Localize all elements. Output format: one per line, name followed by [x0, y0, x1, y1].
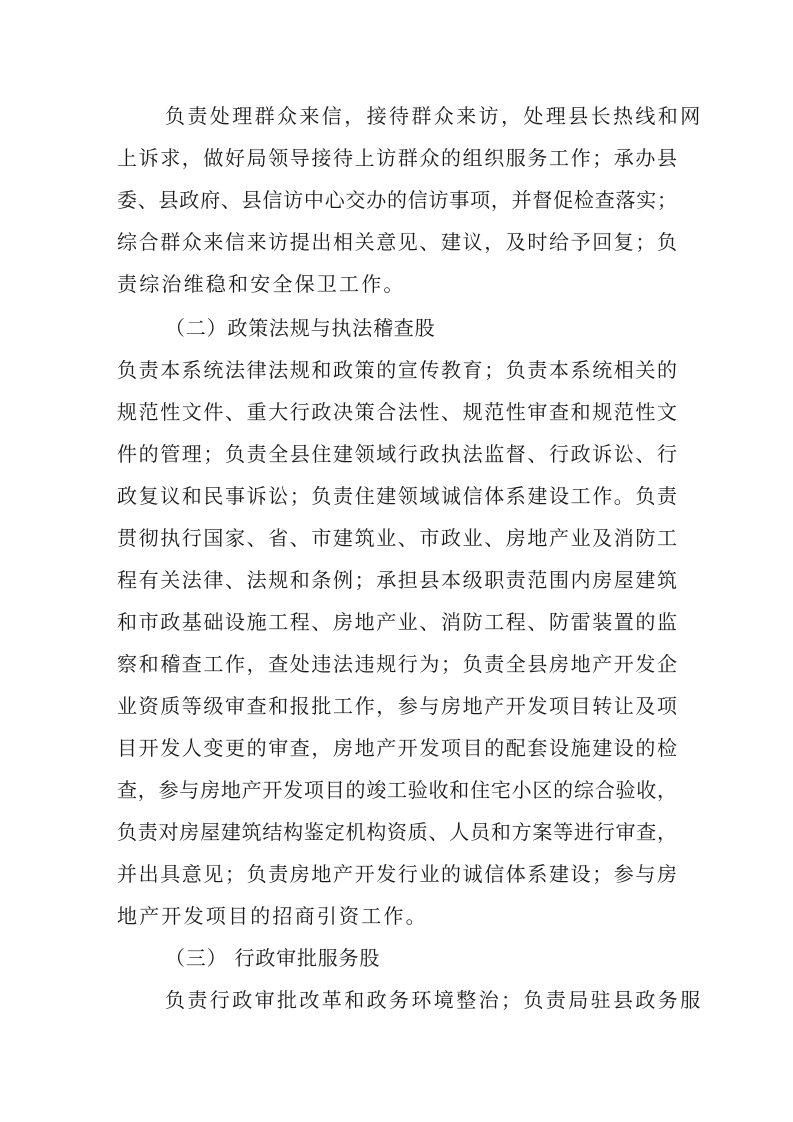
paragraph-2-line-11: 查，参与房地产开发项目的竣工验收和住宅小区的综合验收，	[117, 778, 677, 802]
paragraph-2-line-2: 规范性文件、重大行政决策合法性、规范性审查和规范性文	[117, 400, 677, 424]
paragraph-2-line-14: 地产开发项目的招商引资工作。	[117, 904, 428, 928]
paragraph-2-line-4: 政复议和民事诉讼；负责住建领域诚信体系建设工作。负责	[117, 484, 677, 508]
paragraph-1-line-1: 负责处理群众来信，接待群众来访，处理县长热线和网	[165, 104, 703, 128]
paragraph-2-line-12: 负责对房屋建筑结构鉴定机构资质、人员和方案等进行审查，	[117, 820, 677, 844]
paragraph-1-line-4: 综合群众来信来访提出相关意见、建议，及时给予回复；负	[117, 230, 677, 254]
paragraph-2-line-1: 负责本系统法律法规和政策的宣传教育；负责本系统相关的	[117, 358, 677, 382]
paragraph-2-line-7: 和市政基础设施工程、房地产业、消防工程、防雷装置的监	[117, 610, 677, 634]
paragraph-2-line-13: 并出具意见；负责房地产开发行业的诚信体系建设；参与房	[117, 862, 677, 886]
paragraph-2-line-6: 程有关法律、法规和条例；承担县本级职责范围内房屋建筑	[117, 568, 677, 592]
paragraph-2-line-3: 件的管理；负责全县住建领域行政执法监督、行政诉讼、行	[117, 442, 677, 466]
paragraph-2-line-10: 目开发人变更的审查，房地产开发项目的配套设施建设的检	[117, 736, 677, 760]
section-heading-3: （三） 行政审批服务股	[165, 946, 381, 970]
paragraph-3-line-1: 负责行政审批改革和政务环境整治；负责局驻县政务服	[165, 988, 703, 1012]
paragraph-1-line-5: 责综治维稳和安全保卫工作。	[117, 272, 406, 296]
paragraph-1-line-3: 委、县政府、县信访中心交办的信访事项，并督促检查落实；	[117, 188, 677, 212]
paragraph-2-line-9: 业资质等级审查和报批工作，参与房地产开发项目转让及项	[117, 694, 677, 718]
section-heading-2: （二）政策法规与执法稽查股	[165, 316, 436, 340]
paragraph-1-line-2: 上诉求，做好局领导接待上访群众的组织服务工作；承办县	[117, 146, 677, 170]
paragraph-2-line-5: 贯彻执行国家、省、市建筑业、市政业、房地产业及消防工	[117, 526, 677, 550]
paragraph-2-line-8: 察和稽查工作，查处违法违规行为；负责全县房地产开发企	[117, 652, 677, 676]
